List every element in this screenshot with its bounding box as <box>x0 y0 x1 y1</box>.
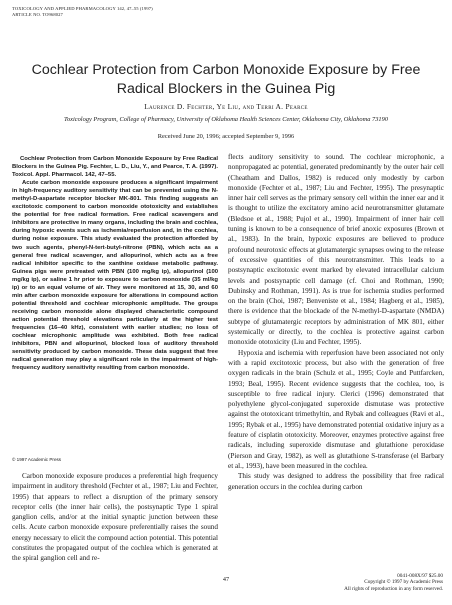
issn-price: 0041-008X/97 $25.00 <box>397 573 443 579</box>
affiliation: Toxicology Program, College of Pharmacy, University of Oklahoma Health Sciences Center, Oklahoma City, Oklahoma 73190 <box>64 116 388 123</box>
page-number: 47 <box>222 576 230 583</box>
journal-reference: TOXICOLOGY AND APPLIED PHARMACOLOGY 142, 47–55 (1997) <box>12 6 153 11</box>
running-head <box>12 6 153 18</box>
body-paragraph: Hypoxia and ischemia with reperfusion have been associated not only with a rapid excitotoxic process, but also with the generation of free oxygen radicals in the brain (Schulz et al., 1995; Coyle and Puttfarcken, 1993; Beal, 1995). Recent evidence suggests that the cochlea, too, is susceptible to free radical injury. Clerici (1996) demonstrated that polyethylene glycol-conjugated superoxide dismutase was protective against the ototoxicant trimethyltin, and Rybak and colleagues (Ravi et al., 1995; Rybak et al., 1995) have demonstrated potential oxidative injury as a feature of cisplatin ototoxicity. Moreover, enzymes protective against free radicals, including superoxide dismutase and glutathione peroxidase (Pierson and Gray, 1982), as well as glutathione S-transferase (el Barbary et al., 1993), have been measured in the cochlea. <box>228 348 444 470</box>
author-list: Laurence D. Fechter, Ye Liu, and Terri A. Pearce <box>144 102 308 111</box>
paper-title: Cochlear Protection from Carbon Monoxide Exposure by Free Radical Blockers in the Guinea Pig <box>31 62 421 97</box>
abstract-text: Acute carbon monoxide exposure produces a significant impairment in high-frequency auditory sensitivity that can be prevented using the N-methyl-D-aspartate receptor blocker MK-801. This finding suggests an excitotoxic component to carbon monoxide ototoxicity and establishes the potential for free radical formation. Free radical scavengers and inhibitors are protective in many organs, including the brain and cochlea, during hypoxic events such as ischemia/reperfusion and, in the cochlea, during noise exposure. This study evaluated the protection afforded by two such agents, phenyl-N-tert-butyl-nitrone (PBN), which acts as a general free radical scavenger, and allopurinol, which acts as a free radical inhibitor specific to the xanthine oxidase metabolic pathway. Guinea pigs were pretreated with PBN (100 mg/kg ip), allopurinol (100 mg/kg ip), or saline 1 hr prior to exposure to carbon monoxide (35 ml/kg ip) or to an equal volume of air. They were monitored at 15, 30, and 60 min after carbon monoxide exposure for alterations in compound action potential threshold and cochlear microphonic amplitude. The groups receiving carbon monoxide alone displayed characteristic compound action potential threshold elevations particularly at the higher test frequencies (16–40 kHz), consistent with earlier studies; no loss of cochlear microphonic amplitude was exhibited. Both free radical inhibitors, PBN and allopurinol, blocked loss of auditory threshold sensitivity produced by carbon monoxide. These data suggest that free radical generation may play a significant role in the impairment of high-frequency auditory sensitivity resulting from carbon monoxide. <box>12 180 218 372</box>
body-paragraph: This study was designed to address the possibility that free radical generation occurs in the cochlea during carbon <box>228 472 444 491</box>
abstract-citation: Cochlear Protection from Carbon Monoxide Exposure by Free Radical Blockers in the Guinea Pig. Fechter, L. D., Liu, Y., and Pearce, T. A. (1997). Toxicol. Appl. Pharmacol. 142, 47–55. <box>12 156 218 179</box>
body-paragraph: flects auditory sensitivity to sound. The cochlear microphonic, a nonpropagated ac potential, generated predominantly by the outer hair cell (Cheatham and Dallos, 1982) is reduced only modestly by carbon monoxide (Fechter et al., 1987; Liu and Fechter, 1995). The presynaptic inner hair cell serves as the primary sensory cell within the inner ear and it is thought to utilize the excitatory amino acid neurotransmitter glutamate (Bledsoe et al., 1988; Pujol et al., 1990). Impairment of inner hair cell tuning is known to be a consequence of brief anoxic exposures (Brown et al., 1983). In the brain, hypoxic exposures are believed to produce profound neurotoxic effects at glutamatergic synapses owing to the release of excessive quantities of this neurotransmitter. This leads to a postsynaptic excitotoxic event marked by elevated intracellular calcium levels and postsynaptic cell damage (cf. Choi and Rothman, 1990; Dubinsky and Rothman, 1991). As is true for ischemia studies performed on the brain (Choi, 1987; Benveniste et al., 1984; Hagberg et al., 1985), there is evidence that the blockade of the N-methyl-D-aspartate (NMDA) subtype of glutamatergic receptors by administration of MK 801, either systemically or directly, to the cochlea is protective against carbon monoxide ototoxicity (Liu and Fechter, 1995). <box>228 153 444 347</box>
body-left-column <box>12 471 218 564</box>
abstract-copyright: © 1997 Academic Press <box>12 457 62 462</box>
rights-line: All rights of reproduction in any form reserved. <box>344 585 443 592</box>
abstract <box>12 155 218 372</box>
body-right-column <box>228 152 444 492</box>
received-dates: Received June 20, 1996; accepted September 9, 1996 <box>157 133 295 140</box>
body-paragraph: Carbon monoxide exposure produces a preferential high frequency impairment in auditory threshold (Fechter et al., 1987; Liu and Fechter, 1995) that appears to reflect a disruption of the primary sensory receptor cells (the inner hair cells), the postsynaptic Type 1 spiral ganglion cells, and/or at the initial synaptic junction between these cells. Acute carbon monoxide exposure preferentially raises the sound energy necessary to elicit the compound action potential. This potential constitutes the propagated output of the cochlea which is generated at the spiral ganglion cell and re- <box>12 472 218 563</box>
article-number: ARTICLE NO. TO968027 <box>12 12 63 17</box>
publisher-footer <box>344 573 443 592</box>
copyright-line: Copyright © 1997 by Academic Press <box>364 579 443 586</box>
